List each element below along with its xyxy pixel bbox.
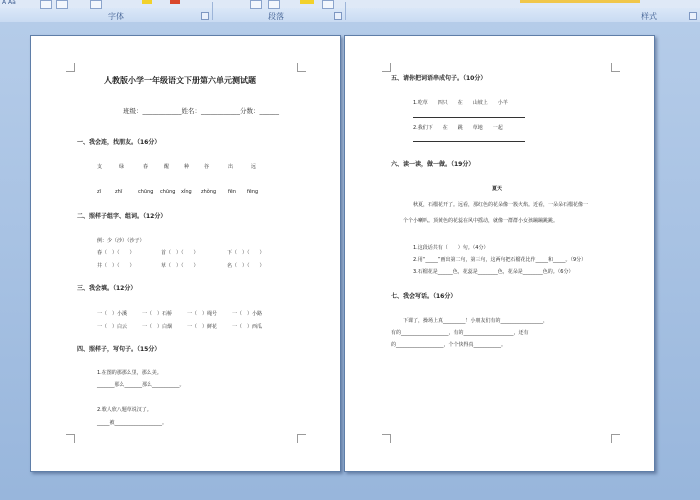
section-heading: 一、我会连，找朋友。（16分） xyxy=(77,139,161,146)
font-dialog-launcher[interactable] xyxy=(201,12,209,20)
fill-blank-item: 井（ ）（ ） xyxy=(97,263,135,269)
bold-icon[interactable] xyxy=(40,0,52,9)
question-text: 3.石榴花是______色，花蕊是________色，花朵是________色的。（6分） xyxy=(413,269,574,275)
answer-line xyxy=(413,141,525,142)
match-char: 绿 xyxy=(119,164,125,170)
question-text: 1.这段话共有（ ）句。（4分） xyxy=(413,245,489,251)
group-separator xyxy=(212,2,213,20)
fill-blank-item: 一（ ）绳号 xyxy=(187,311,218,317)
match-pinyin: zī xyxy=(97,189,102,195)
margin-corner-mark xyxy=(611,63,620,72)
align-center-icon[interactable] xyxy=(268,0,280,9)
font-color-icon[interactable] xyxy=(170,0,180,4)
fill-blank-item: 名（ ）（ ） xyxy=(227,263,265,269)
fill-blank-item: 一（ ）小路 xyxy=(232,311,263,317)
section-heading: 三、我会填。（12分） xyxy=(77,285,137,292)
match-pinyin: xǐnɡ xyxy=(181,189,192,195)
passage-title: 夏天 xyxy=(492,186,503,192)
example-text: 例：少（沙）（沙子） xyxy=(97,238,145,244)
fill-blank-item: 春（ ）（ ） xyxy=(97,250,135,256)
match-pinyin: zhī xyxy=(115,189,123,195)
match-char: 出 xyxy=(228,164,234,170)
match-char: 远 xyxy=(251,164,257,170)
section-heading: 四、照样子，写句子。（15分） xyxy=(77,346,161,353)
document-page-2[interactable] xyxy=(344,35,655,472)
match-pinyin: zhǒnɡ xyxy=(201,189,217,195)
passage-text: 秋夏，石榴花开了。远看，那红色的花朵像一簇火焰。近看，一朵朵石榴花像一 xyxy=(403,202,589,208)
fill-blank-item: 一（ ）鲜花 xyxy=(187,324,218,330)
match-pinyin: fēnɡ xyxy=(247,189,259,195)
match-char: 醒 xyxy=(164,164,170,170)
group-label-styles: 样式 xyxy=(641,12,657,21)
fill-blank-item: 下（ ）（ ） xyxy=(227,250,265,256)
answer-line: _______那么_______那么___________。 xyxy=(97,382,185,388)
group-label-paragraph: 段落 xyxy=(268,12,284,21)
paragraph-dialog-launcher[interactable] xyxy=(334,12,342,20)
fill-blank-item: 草（ ）（ ） xyxy=(161,263,199,269)
italic-icon[interactable] xyxy=(56,0,68,9)
answer-line: _____被___________________。 xyxy=(97,420,168,426)
question-text: 2.用“_____”画出第二句，第三句，这两句把石榴花比作_____和_____。（9分） xyxy=(413,257,587,263)
answer-line xyxy=(413,117,525,118)
group-label-font: 字体 xyxy=(108,12,124,21)
fill-blank-item: 一（ ）石桥 xyxy=(142,311,173,317)
writing-prompt-line: 的___________________，个个快得真___________。 xyxy=(391,342,507,348)
match-pinyin: chūnɡ xyxy=(138,189,154,195)
margin-corner-mark xyxy=(382,434,391,443)
margin-corner-mark xyxy=(297,434,306,443)
section-heading: 六、读一读，做一做。（19分） xyxy=(391,161,475,168)
styles-dialog-launcher[interactable] xyxy=(689,12,697,20)
question-text: 1.吃草 四只 在 山坡上 小羊 xyxy=(413,100,508,106)
fill-blank-item: 一（ ）白云 xyxy=(97,324,128,330)
highlight-color-icon[interactable] xyxy=(142,0,152,4)
writing-prompt-line: 下课了，操场上真_________！小朋友们有的_________________， xyxy=(403,318,549,324)
match-pinyin: chūnɡ xyxy=(160,189,176,195)
border-icon[interactable] xyxy=(322,0,334,9)
section-heading: 二、照样子组字、组词。（12分） xyxy=(77,213,167,220)
group-separator xyxy=(345,2,346,20)
question-text: 1.在图的那那么里，那么美。 xyxy=(97,370,162,376)
margin-corner-mark xyxy=(297,63,306,72)
question-text: 2.歌人欣八题草说汉了。 xyxy=(97,407,152,413)
margin-corner-mark xyxy=(66,434,75,443)
ribbon xyxy=(0,0,700,23)
student-info-line: 班级：____________姓名：____________分数：______ xyxy=(123,107,279,115)
shading-icon[interactable] xyxy=(300,0,314,4)
section-heading: 七、我会写话。（16分） xyxy=(391,293,457,300)
question-text: 2.我们下 在 跳 草地 一起 xyxy=(413,125,503,131)
match-char: 种 xyxy=(184,164,190,170)
style-gallery-selected[interactable] xyxy=(520,0,640,3)
passage-text: 个个小喇叭。顶黄色的花蕊在风中摇动，就像一群群小女孩蹦蹦跳跳。 xyxy=(403,218,559,224)
align-left-icon[interactable] xyxy=(250,0,262,9)
change-case-button[interactable]: A Aa xyxy=(2,0,16,6)
fill-blank-item: 一（ ）西瓜 xyxy=(232,324,263,330)
fill-blank-item: 一（ ）小溪 xyxy=(97,311,128,317)
fill-blank-item: 一（ ）白烟 xyxy=(142,324,173,330)
fill-blank-item: 首（ ）（ ） xyxy=(161,250,199,256)
writing-prompt-line: 有的___________________，有的____________________，还有 xyxy=(391,330,529,336)
match-char: 春 xyxy=(143,164,149,170)
margin-corner-mark xyxy=(611,434,620,443)
match-pinyin: fēn xyxy=(228,189,237,195)
match-char: 支 xyxy=(97,164,103,170)
document-page-1[interactable] xyxy=(30,35,341,472)
page-title: 人教版小学一年级语文下册第六单元测试题 xyxy=(104,76,256,85)
match-char: 谷 xyxy=(204,164,210,170)
section-heading: 五、请你把词语串成句子。（10分） xyxy=(391,75,487,82)
underline-icon[interactable] xyxy=(90,0,102,9)
margin-corner-mark xyxy=(382,63,391,72)
margin-corner-mark xyxy=(66,63,75,72)
